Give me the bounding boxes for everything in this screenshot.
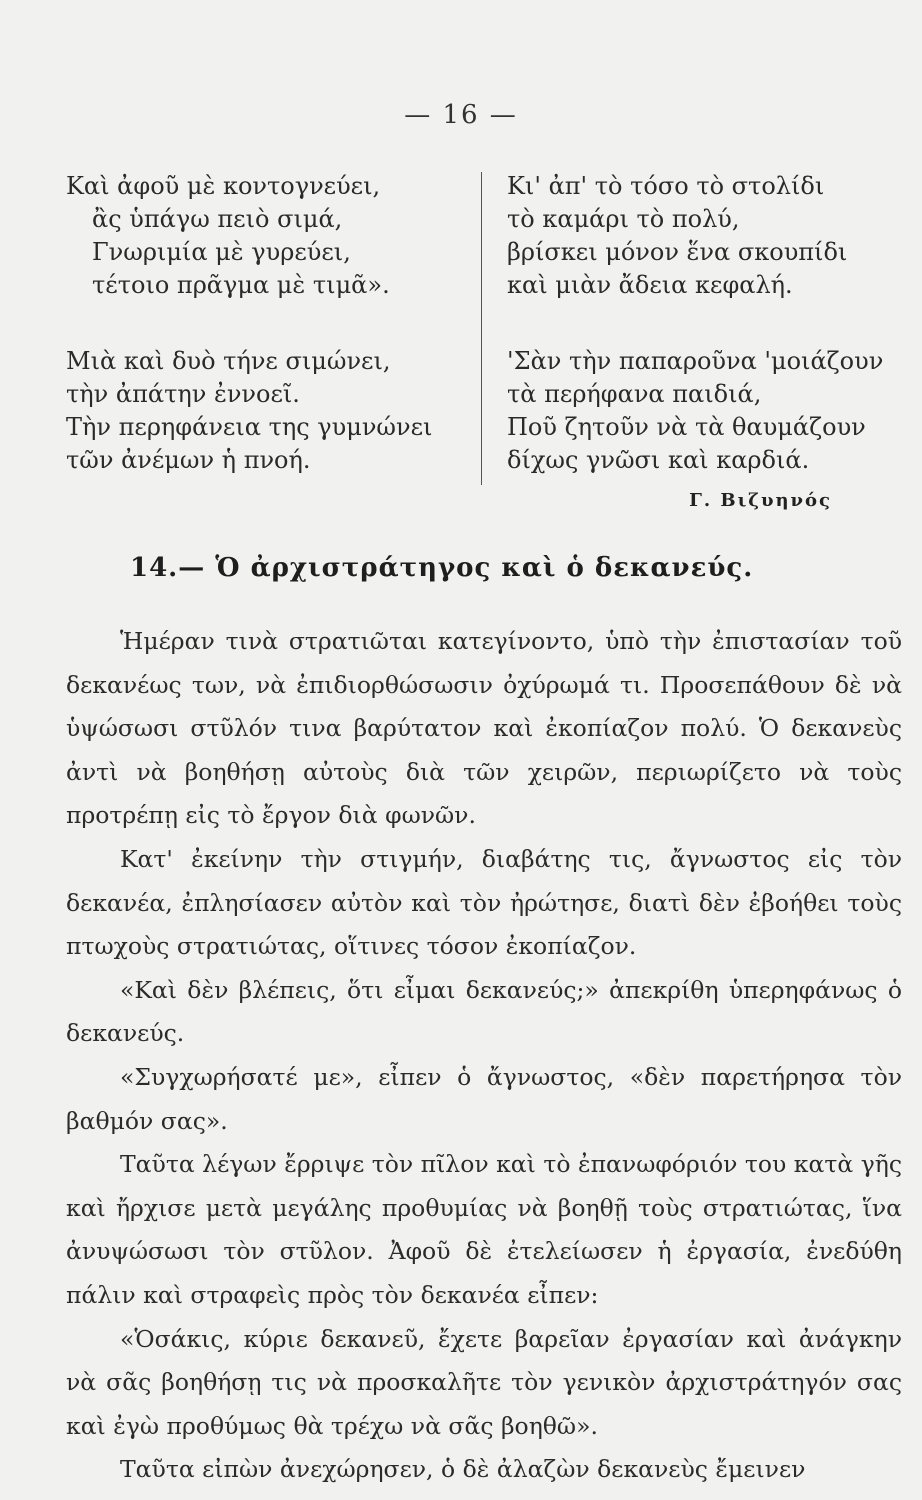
column-divider — [481, 172, 482, 485]
poem-line: βρίσκει μόνον ἕνα σκουπίδι — [507, 238, 848, 266]
poem-stanza — [66, 345, 476, 477]
poem-line: τὰ περήφανα παιδιά, — [507, 380, 762, 408]
paragraph: «Καὶ δὲν βλέπεις, ὅτι εἶμαι δεκανεύς;» ἀπεκρίθη ὑπερηφάνως ὁ δεκανεύς. — [66, 975, 902, 1048]
poem-stanza — [507, 170, 907, 302]
poem-line: καὶ μιὰν ἄδεια κεφαλή. — [507, 271, 793, 299]
prose-body — [66, 620, 902, 1492]
page-number: — 16 — — [404, 100, 518, 130]
section-heading: 14.— Ὁ ἀρχιστράτηγος καὶ ὁ δεκανεύς. — [130, 553, 754, 583]
poem-right-column — [507, 170, 907, 520]
poem-line: 'Σὰν τὴν παπαροῦνα 'μοιάζουν — [507, 347, 884, 375]
poem-line: ἂς ὑπάγω πειὸ σιμά, — [92, 205, 343, 233]
poem-line: Καὶ ἀφοῦ μὲ κοντογνεύει, — [66, 172, 381, 200]
poem-line: Τὴν περηφάνεια της γυμνώνει — [66, 413, 433, 441]
poem-line: τῶν ἀνέμων ἡ πνοή. — [66, 446, 311, 474]
poem-author: Γ. Βιζυηνός — [689, 490, 832, 511]
poem-stanza — [507, 345, 907, 477]
paragraph: «Συγχωρήσατέ με», εἶπεν ὁ ἄγνωστος, «δὲν παρετήρησα τὸν βαθμόν σας». — [66, 1062, 902, 1135]
paragraph: Ἡμέραν τινὰ στρατιῶται κατεγίνοντο, ὑπὸ τὴν ἐπιστασίαν τοῦ δεκανέως των, νὰ ἐπιδιορθώσωσιν ὀχύρωμά τι. Προσεπάθουν δὲ νὰ ὑψώσωσι στῦλόν τινα βαρύτατον καὶ ἐκοπίαζον πολύ. Ὁ δεκανεὺς ἀντὶ νὰ βοηθήσῃ αὐτοὺς διὰ τῶν χειρῶν, περιωρίζετο νὰ τοὺς προτρέπῃ εἰς τὸ ἔργον διὰ φωνῶν. — [66, 627, 902, 830]
paragraph: Κατ' ἐκείνην τὴν στιγμήν, διαβάτης τις, ἄγνωστος εἰς τὸν δεκανέα, ἐπλησίασεν αὐτὸν καὶ τὸν ἠρώτησε, διατὶ δὲν ἐβοήθει τοὺς πτωχοὺς στρατιώτας, οἵτινες τόσον ἐκοπίαζον. — [66, 844, 902, 961]
poem-line: τὸ καμάρι τὸ πολύ, — [507, 205, 740, 233]
paragraph: Ταῦτα λέγων ἔρριψε τὸν πῖλον καὶ τὸ ἐπανωφόριόν του κατὰ γῆς καὶ ἤρχισε μετὰ μεγάλης προθυμίας νὰ βοηθῇ τοὺς στρατιώτας, ἵνα ἀνυψώσωσι τὸν στῦλον. Ἀφοῦ δὲ ἐτελείωσεν ἡ ἐργασία, ἐνεδύθη πάλιν καὶ στραφεὶς πρὸς τὸν δεκανέα εἶπεν: — [66, 1150, 902, 1309]
paragraph: Ταῦτα εἰπὼν ἀνεχώρησεν, ὁ δὲ ἀλαζὼν δεκανεὺς ἔμεινεν — [120, 1455, 806, 1484]
poem-line: Κι' ἀπ' τὸ τόσο τὸ στολίδι — [507, 172, 825, 200]
poem-line: Ποῦ ζητοῦν νὰ τὰ θαυμάζουν — [507, 413, 866, 441]
poem-line: τὴν ἀπάτην ἐννοεῖ. — [66, 380, 300, 408]
poem-stanza — [66, 170, 476, 302]
paragraph: «Ὁσάκις, κύριε δεκανεῦ, ἔχετε βαρεῖαν ἐργασίαν καὶ ἀνάγκην νὰ σᾶς βοηθήσῃ τις νὰ προσκαλῆτε τὸν γενικὸν ἀρχιστράτηγόν σας καὶ ἐγὼ προθύμως θὰ τρέχω νὰ σᾶς βοηθῶ». — [66, 1324, 902, 1440]
poem-line: τέτοιο πρᾶγμα μὲ τιμᾶ». — [92, 271, 390, 299]
poem-line: Γνωριμία μὲ γυρεύει, — [92, 238, 351, 266]
poem-line: δίχως γνῶσι καὶ καρδιά. — [507, 446, 810, 474]
poem-left-column — [66, 170, 476, 520]
poem-line: Μιὰ καὶ δυὸ τήνε σιμώνει, — [66, 347, 391, 375]
